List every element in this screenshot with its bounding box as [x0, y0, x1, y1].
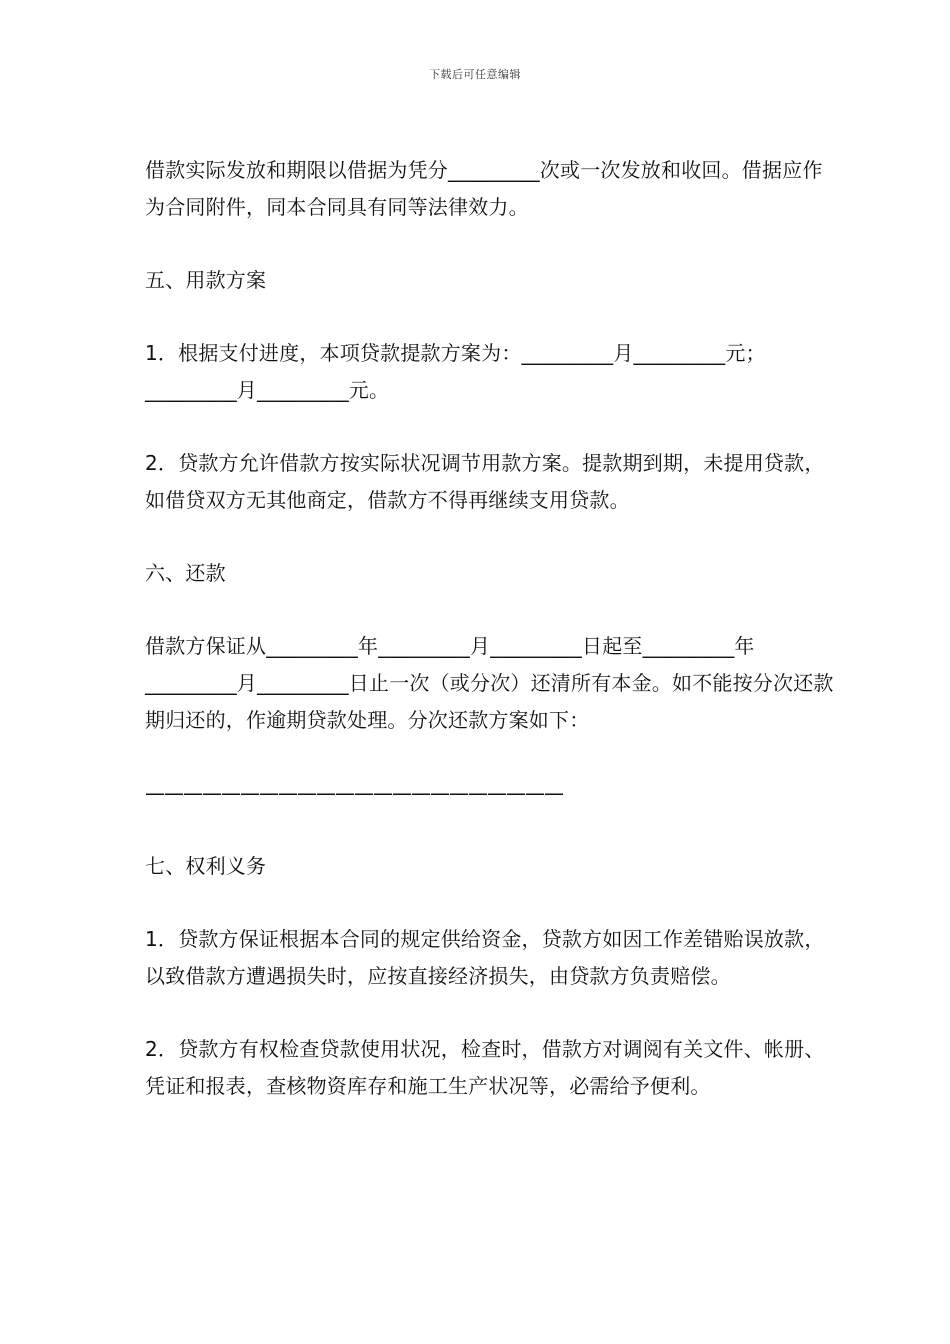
paragraph-6: 借款方保证从_________年_________月_________日起至_________年_________月_________日止一次（或分次）还清所有本金。如不能按分次还款期归还的，作逾期贷款处理。分次还款方案如下：: [145, 634, 834, 732]
paragraph-loan-issue: 借款实际发放和期限以借据为凭分_________次或一次发放和收回。借据应作为合同附件，同本合同具有同等法律效力。: [145, 158, 823, 219]
section-heading-5: 五、用款方案: [145, 268, 267, 292]
document-body: [145, 152, 835, 1141]
section-heading-7: 七、权利义务: [145, 854, 267, 878]
dash-line-blank: ——————————————————————: [145, 781, 563, 805]
section-heading-6: 六、还款: [145, 561, 226, 585]
paragraph-7-1: 1．贷款方保证根据本合同的规定供给资金，贷款方如因工作差错贻误放款，以致借款方遭遇损失时，应按直接经济损失，由贷款方负责赔偿。: [145, 927, 825, 988]
paragraph-7-2: 2．贷款方有权检查贷款使用状况，检查时，借款方对调阅有关文件、帐册、凭证和报表，查核物资库存和施工生产状况等，必需给予便利。: [145, 1037, 825, 1098]
paragraph-5-2: 2．贷款方允许借款方按实际状况调节用款方案。提款期到期，未提用贷款，如借贷双方无其他商定，借款方不得再继续支用贷款。: [145, 451, 825, 512]
page-header: 下载后可任意编辑: [429, 68, 521, 81]
paragraph-5-1: 1．根据支付进度，本项贷款提款方案为：_________月_________元；_________月_________元。: [145, 341, 766, 402]
